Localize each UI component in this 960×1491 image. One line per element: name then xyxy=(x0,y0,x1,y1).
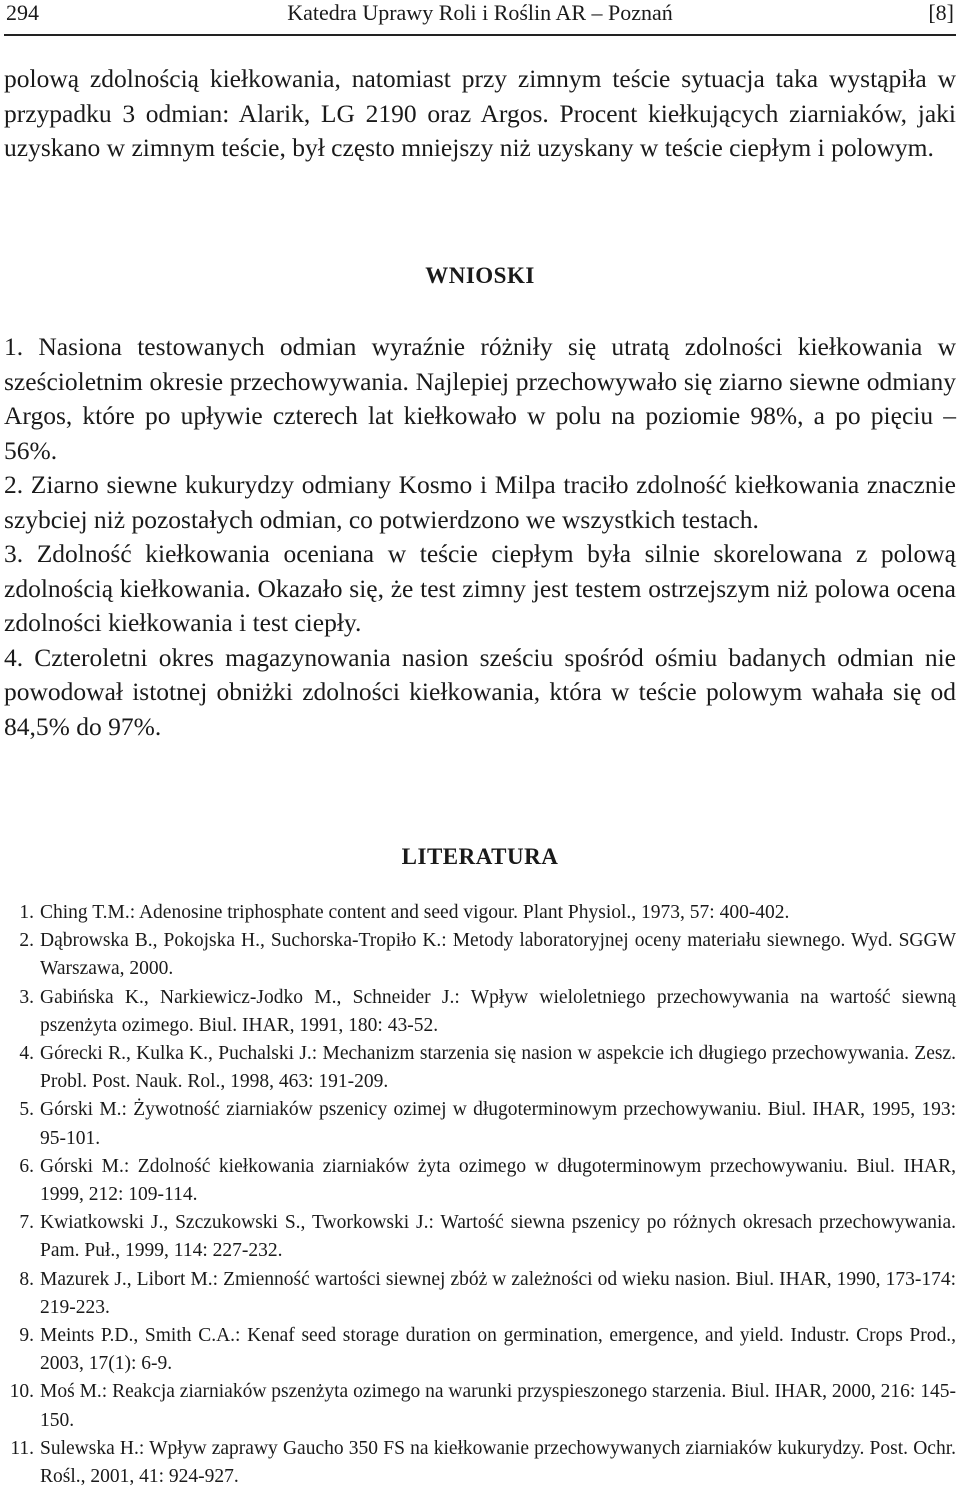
reference-item xyxy=(4,1322,956,1378)
reference-number: 8. xyxy=(19,1268,34,1290)
reference-number: 3. xyxy=(19,986,34,1008)
reference-text: Dąbrowska B., Pokojska H., Suchorska-Tropiło K.: Metody laboratoryjnej oceny materiału siewnego. Wyd. SGGW Warszawa, 2000. xyxy=(40,930,956,980)
reference-text: Gabińska K., Narkiewicz-Jodko M., Schneider J.: Wpływ wieloletniego przechowywania na wartość siewną pszenżyta ozimego. Biul. IHAR, 1991, 180: 43-52. xyxy=(40,986,956,1036)
reference-number: 9. xyxy=(19,1325,34,1347)
journal-title: Katedra Uprawy Roli i Roślin AR – Poznań xyxy=(287,0,673,25)
reference-item xyxy=(4,1040,956,1096)
header-rule xyxy=(4,34,956,36)
page-number: 294 xyxy=(6,0,39,25)
reference-number: 2. xyxy=(19,930,34,952)
conclusions-list xyxy=(4,330,956,744)
intro-paragraph-block xyxy=(4,62,956,166)
reference-text: Górski M.: Żywotność ziarniaków pszenicy ozimej w długoterminowym przechowywaniu. Biul. IHAR, 1995, 193: 95-101. xyxy=(40,1099,956,1149)
reference-list xyxy=(4,899,956,1491)
reference-number: 5. xyxy=(19,1099,34,1121)
reference-item xyxy=(4,1153,956,1209)
reference-text: Mazurek J., Libort M.: Zmienność wartości siewnej zbóż w zależności od wieku nasion. Biul. IHAR, 1990, 173-174: 219-223. xyxy=(40,1268,956,1318)
literature-heading: LITERATURA xyxy=(401,844,559,869)
reference-item xyxy=(4,984,956,1040)
running-header xyxy=(6,0,954,28)
conclusion-item-1: 1. Nasiona testowanych odmian wyraźnie różniły się utratą zdolności kiełkowania w sześcioletnim okresie przechowywania. Najlepiej przechowywało się ziarno siewne odmiany Argos, które po upływie czterech lat kiełkowało w polu na poziomie 98%, a po pięciu – 56%. xyxy=(4,332,956,465)
reference-item xyxy=(4,1378,956,1434)
reference-text: Moś M.: Reakcja ziarniaków pszenżyta ozimego na warunki przyspieszonego starzenia. Biul. IHAR, 2000, 216: 145-150. xyxy=(40,1381,956,1431)
intro-paragraph: polową zdolnością kiełkowania, natomiast przy zimnym teście sytuacja taka wystąpiła w przypadku 3 odmian: Alarik, LG 2190 oraz Argos. Procent kiełkujących ziarniaków, jaki uzyskano w zimnym teście, był często mniejszy niż uzyskany w teście ciepłym i polowym. xyxy=(4,64,956,162)
reference-item xyxy=(4,927,956,983)
paper-reference: [8] xyxy=(928,0,954,25)
conclusion-item-3: 3. Zdolność kiełkowania oceniana w teście ciepłym była silnie skorelowana z polową zdolnością kiełkowania. Okazało się, że test zimny jest testem ostrzejszym niż polowa ocena zdolności kiełkowania i test ciepły. xyxy=(4,539,956,637)
reference-item xyxy=(4,1096,956,1152)
conclusion-item-2: 2. Ziarno siewne kukurydzy odmiany Kosmo i Milpa traciło zdolność kiełkowania znacznie szybciej niż pozostałych odmian, co potwierdzono we wszystkich testach. xyxy=(4,470,956,534)
reference-number: 11. xyxy=(10,1437,34,1459)
reference-number: 6. xyxy=(19,1155,34,1177)
conclusion-item-4: 4. Czteroletni okres magazynowania nasion sześciu spośród ośmiu badanych odmian nie powodował istotnej obniżki zdolności kiełkowania, która w teście polowym wahała się od 84,5% do 97%. xyxy=(4,642,956,741)
reference-number: 4. xyxy=(19,1043,34,1065)
reference-text: Kwiatkowski J., Szczukowski S., Tworkowski J.: Wartość siewna pszenicy po różnych okresach przechowywania. Pam. Puł., 1999, 114: 227-232. xyxy=(40,1212,956,1262)
reference-text: Górski M.: Zdolność kiełkowania ziarniaków żyta ozimego w długoterminowym przechowywaniu. Biul. IHAR, 1999, 212: 109-114. xyxy=(40,1155,956,1206)
reference-text: Sulewska H.: Wpływ zaprawy Gaucho 350 FS na kiełkowanie przechowywanych ziarniaków kukurydzy. Post. Ochr. Rośl., 2001, 41: 924-927. xyxy=(40,1437,956,1488)
reference-item xyxy=(4,1209,956,1265)
reference-item xyxy=(4,1435,956,1491)
reference-text: Górecki R., Kulka K., Puchalski J.: Mechanizm starzenia się nasion w aspekcie ich długiego przechowywania. Zesz. Probl. Post. Nauk. Rol., 1998, 463: 191-209. xyxy=(40,1043,956,1093)
conclusions-heading: WNIOSKI xyxy=(425,263,535,288)
reference-number: 7. xyxy=(19,1212,34,1234)
reference-number: 1. xyxy=(19,902,34,923)
reference-text: Meints P.D., Smith C.A.: Kenaf seed storage duration on germination, emergence, and yield. Industr. Crops Prod., 2003, 17(1): 6-9. xyxy=(40,1325,956,1375)
reference-item xyxy=(4,899,956,927)
reference-text: Ching T.M.: Adenosine triphosphate content and seed vigour. Plant Physiol., 1973, 57: 400-402. xyxy=(40,902,790,923)
reference-number: 10. xyxy=(9,1381,34,1403)
reference-item xyxy=(4,1266,956,1322)
